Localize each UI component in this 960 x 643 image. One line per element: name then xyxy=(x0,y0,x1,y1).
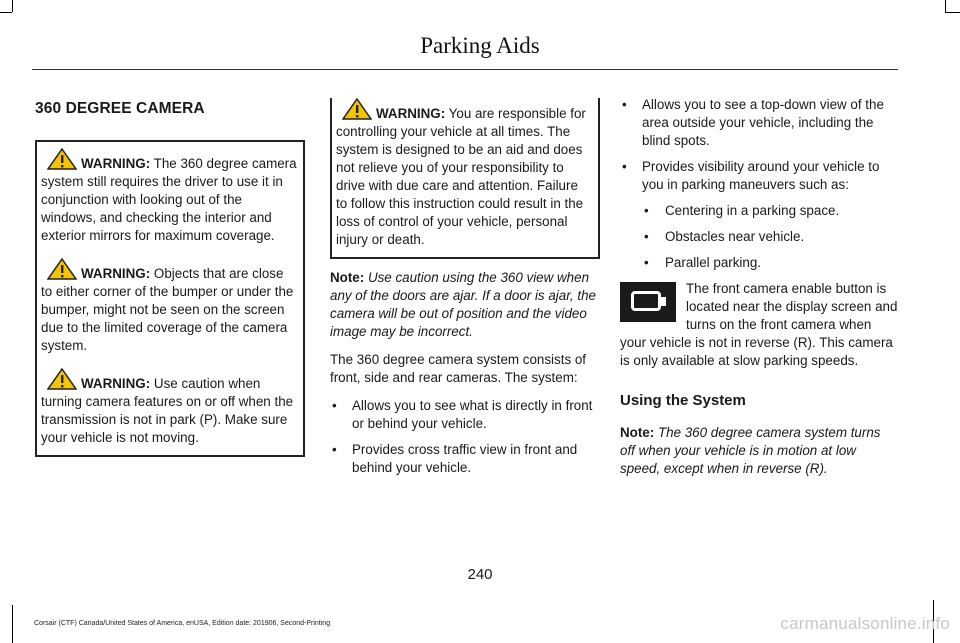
feature-list xyxy=(620,96,898,272)
sub-list xyxy=(642,202,898,272)
warning-text: Objects that are close to either corner of the bumper or under the bumper, might not be seen on the screen due to the limited coverage of the camera system. xyxy=(41,266,294,353)
warning-item xyxy=(41,258,297,355)
section-heading: 360 DEGREE CAMERA xyxy=(35,100,205,117)
footer-edition-text: Corsair (CTF) Canada/United States of America, enUSA, Edition date: 201906, Second-Printing xyxy=(34,620,331,627)
page-header-title: Parking Aids xyxy=(420,33,540,58)
list-item: • Provides cross traffic view in front and behind your vehicle. xyxy=(330,441,600,477)
warning-label: WARNING: xyxy=(81,376,151,391)
note-label: Note: xyxy=(330,270,365,285)
subheading: Using the System xyxy=(620,392,746,409)
crop-mark xyxy=(945,12,960,13)
warning-triangle-icon xyxy=(47,258,77,280)
list-item: • Allows you to see what is directly in front or behind your vehicle. xyxy=(330,397,600,433)
warning-triangle-icon xyxy=(47,368,77,390)
sub-list-item: • Parallel parking. xyxy=(642,254,898,272)
note-text: Use caution using the 360 view when any of the doors are ajar. If a door is ajar, the camera will be out of position and the video image may be incorrect. xyxy=(330,270,596,339)
crop-mark xyxy=(12,0,13,12)
front-camera-block xyxy=(620,280,898,370)
note-text: The 360 degree camera system turns off when your vehicle is in motion at low speed, except when in reverse (R). xyxy=(620,425,881,476)
column-1 xyxy=(35,96,305,457)
warning-label: WARNING: xyxy=(81,156,151,171)
warning-box xyxy=(330,98,600,259)
page-number: 240 xyxy=(467,566,493,583)
list-item-text: Allows you to see a top-down view of the area outside your vehicle, including the blind spots. xyxy=(642,97,884,148)
list-item xyxy=(620,158,898,272)
front-camera-button-icon xyxy=(620,282,676,322)
sub-list-item: • Obstacles near vehicle. xyxy=(642,228,898,246)
warning-label: WARNING: xyxy=(376,106,446,121)
front-camera-text: The front camera enable button is located near the display screen and turns on the front camera when your vehicle is not in reverse (R). This camera is only available at slow parking speeds. xyxy=(620,281,898,368)
column-3 xyxy=(620,96,898,488)
warning-item xyxy=(41,368,297,447)
crop-mark xyxy=(12,605,13,643)
header-divider xyxy=(32,69,898,70)
crop-mark xyxy=(0,12,12,13)
crop-mark xyxy=(945,0,946,12)
warning-item xyxy=(41,148,297,245)
warning-text: Use caution when turning camera features on or off when the transmission is not in park (P). Make sure your vehicle is not moving. xyxy=(41,376,294,445)
warning-triangle-icon xyxy=(342,98,372,120)
warning-triangle-icon xyxy=(47,148,77,170)
watermark: carmanualsonline.info xyxy=(780,614,950,633)
warning-box xyxy=(35,140,305,457)
warning-text: The 360 degree camera system still requires the driver to use it in conjunction with looking out of the windows, and checking the interior and exterior mirrors for maximum coverage. xyxy=(41,156,297,243)
list-item-text: Provides visibility around your vehicle to you in parking maneuvers such as: xyxy=(642,159,880,192)
note-paragraph xyxy=(330,269,600,341)
feature-list xyxy=(330,397,600,477)
sub-list-item: • Centering in a parking space. xyxy=(642,202,898,220)
warning-text: You are responsible for controlling your vehicle at all times. The system is designed to be an aid and does not relieve you of your responsibility to drive with due care and attention. Failure to follow this instruction could result in the loss of control of your vehicle, personal injury or death. xyxy=(336,106,586,247)
note-label: Note: xyxy=(620,425,655,440)
warning-label: WARNING: xyxy=(81,266,151,281)
column-2 xyxy=(330,98,600,485)
note-paragraph xyxy=(620,424,898,478)
list-item xyxy=(620,96,898,150)
intro-paragraph: The 360 degree camera system consists of front, side and rear cameras. The system: xyxy=(330,352,587,385)
warning-item xyxy=(336,98,592,249)
